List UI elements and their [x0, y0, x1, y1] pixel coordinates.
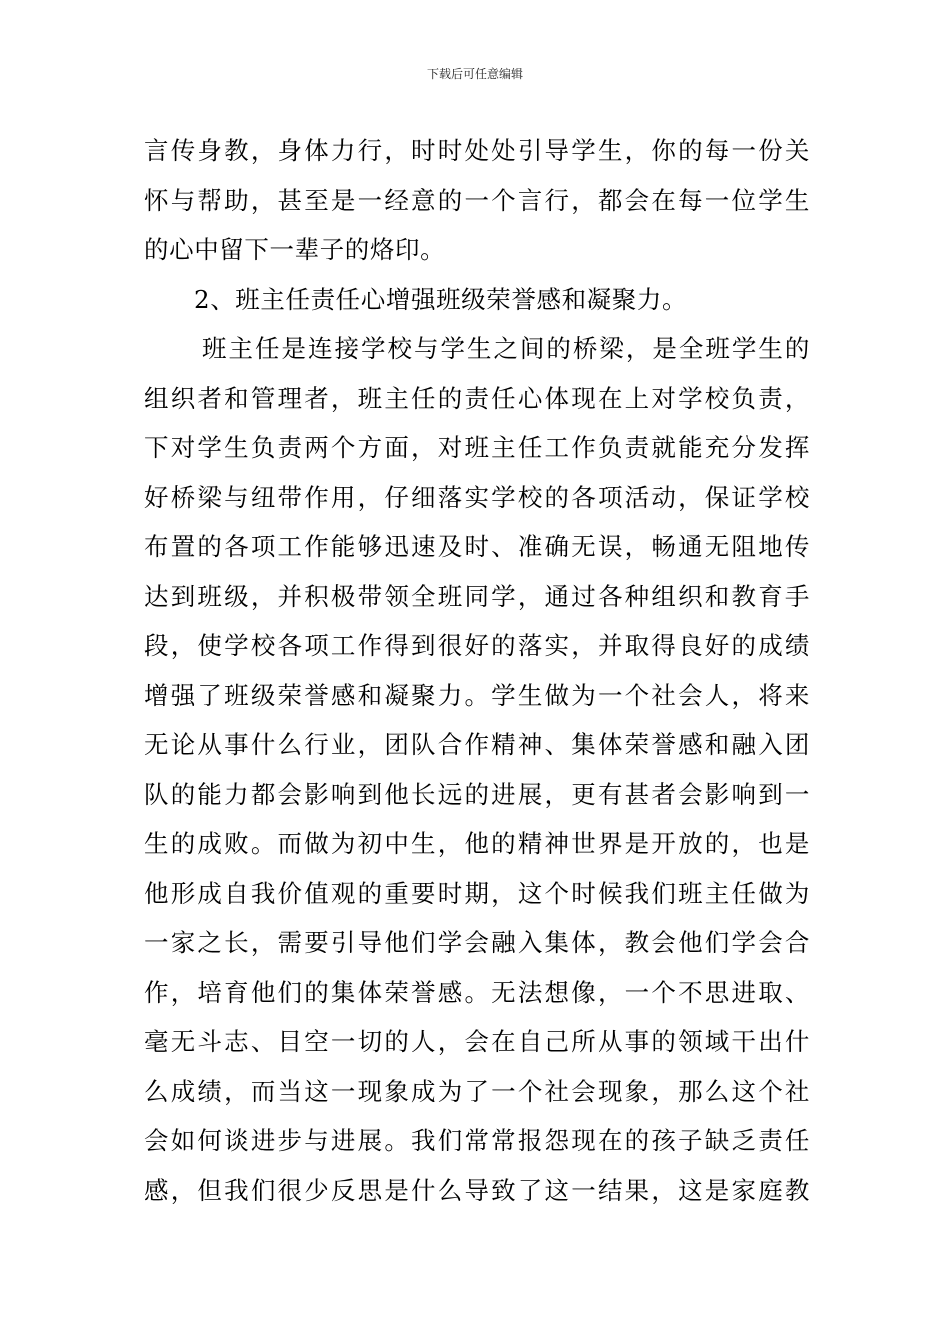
text-line: 组织者和管理者，班主任的责任心体现在上对学校负责，: [144, 383, 810, 413]
text-line: 一家之长，需要引导他们学会融入集体，教会他们学会合: [144, 928, 810, 957]
text-line: 么成绩，而当这一现象成为了一个社会现象，那么这个社: [144, 1076, 810, 1106]
text-line: 达到班级，并积极带领全班同学，通过各种组织和教育手: [144, 581, 810, 611]
text-line: 下对学生负责两个方面，对班主任工作负责就能充分发挥: [144, 433, 810, 462]
text-line: 会如何谈进步与进展。我们常常报怨现在的孩子缺乏责任: [144, 1126, 810, 1155]
text-line: 怀与帮助，甚至是一经意的一个言行，都会在每一位学生: [144, 185, 810, 215]
text-line: 增强了班级荣誉感和凝聚力。学生做为一个社会人，将来: [144, 680, 810, 710]
text-line: 布置的各项工作能够迅速及时、准确无误，畅通无阻地传: [144, 532, 810, 561]
section-heading: 2、班主任责任心增强班级荣誉感和凝聚力。: [194, 284, 688, 314]
text-line: 感，但我们很少反思是什么导致了这一结果，这是家庭教: [144, 1175, 810, 1205]
text-line: 他形成自我价值观的重要时期，这个时候我们班主任做为: [144, 878, 810, 908]
text-line: 班主任是连接学校与学生之间的桥梁，是全班学生的: [202, 334, 810, 363]
text-line: 毫无斗志、目空一切的人，会在自己所从事的领域干出什: [144, 1027, 810, 1056]
text-line: 作，培育他们的集体荣誉感。无法想像，一个不思进取、: [144, 977, 810, 1007]
text-line: 段，使学校各项工作得到很好的落实，并取得良好的成绩: [144, 631, 810, 660]
text-line: 无论从事什么行业，团队合作精神、集体荣誉感和融入团: [144, 730, 810, 759]
document-body: [144, 126, 810, 1215]
text-line: 生的成败。而做为初中生，他的精神世界是开放的，也是: [144, 829, 810, 858]
text-line: 队的能力都会影响到他长远的进展，更有甚者会影响到一: [144, 779, 810, 809]
text-line: 好桥梁与纽带作用，仔细落实学校的各项活动，保证学校: [144, 482, 810, 512]
text-line: 言传身教，身体力行，时时处处引导学生，你的每一份关: [144, 136, 810, 165]
page-header: 下载后可任意编辑: [426, 67, 523, 81]
text-line: 的心中留下一辈子的烙印。: [144, 235, 446, 264]
